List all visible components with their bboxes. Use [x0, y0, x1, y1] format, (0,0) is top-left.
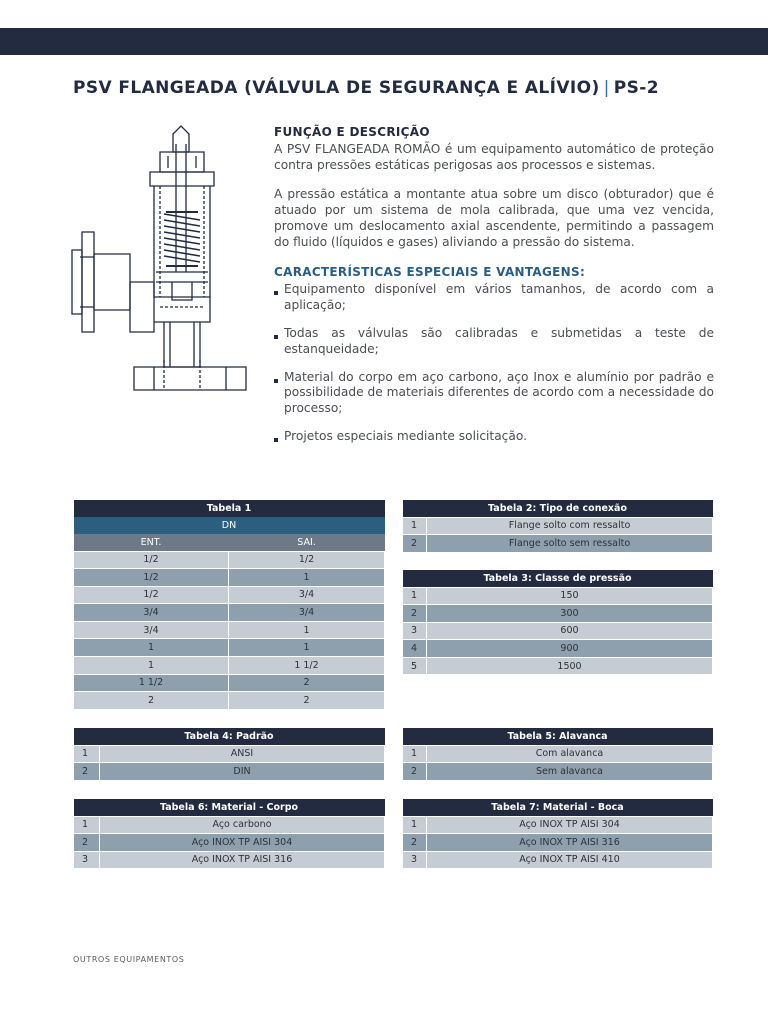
table-row: 3/4 1	[74, 621, 385, 639]
table-row: 2 Aço INOX TP AISI 304	[74, 834, 385, 852]
table-row: 2 300	[403, 605, 713, 623]
table-row: 2 Sem alavanca	[403, 763, 713, 781]
table-title: Tabela 3: Classe de pressão	[403, 570, 713, 587]
features-list	[274, 282, 714, 444]
feature-item: Material do corpo em aço carbono, aço Inox e alumínio por padrão e possibilidade de materiais diferentes de acordo com a necessidade do processo;	[274, 370, 714, 417]
table-5	[402, 728, 713, 781]
table-subtitle: DN	[74, 517, 385, 534]
table-6	[73, 799, 385, 869]
table-title: Tabela 2: Tipo de conexão	[403, 500, 713, 517]
table-row: 2 Flange solto sem ressalto	[403, 535, 713, 553]
feature-item: Todas as válvulas são calibradas e submetidas a teste de estanqueidade;	[274, 326, 714, 358]
description-block	[274, 125, 714, 457]
table-row: 2 Aço INOX TP AISI 316	[403, 834, 713, 852]
title-main: PSV FLANGEADA (VÁLVULA DE SEGURANÇA E ALÍVIO)	[73, 78, 600, 98]
table-row: 1/2 1	[74, 569, 385, 587]
table-row: 1 1	[74, 639, 385, 657]
table-3	[402, 570, 713, 675]
footer-label: OUTROS EQUIPAMENTOS	[73, 955, 185, 964]
table-row: 3 600	[403, 622, 713, 640]
table-row: 1 Com alavanca	[403, 745, 713, 763]
column-header: ENT.	[74, 534, 229, 551]
table-row: 1 1 1/2	[74, 657, 385, 675]
table-row: 1 1/2 2	[74, 674, 385, 692]
table-title: Tabela 4: Padrão	[74, 728, 385, 745]
table-title: Tabela 6: Material - Corpo	[74, 799, 385, 816]
header-band	[0, 28, 768, 55]
table-row: 1/2 3/4	[74, 586, 385, 604]
table-row: 1 Aço INOX TP AISI 304	[403, 816, 713, 834]
feature-item: Equipamento disponível em vários tamanhos, de acordo com a aplicação;	[274, 282, 714, 314]
table-row: 4 900	[403, 640, 713, 658]
table-row: 3 Aço INOX TP AISI 316	[74, 851, 385, 869]
table-row: 3/4 3/4	[74, 604, 385, 622]
table-row: 1 Aço carbono	[74, 816, 385, 834]
description-paragraph: A pressão estática a montante atua sobre um disco (obturador) que é atuado por um sistema de mola calibrada, que uma vez vencida, promove um deslocamento axial ascendente, permitindo a passagem do fluido (líquidos e gases) aliviando a pressão do sistema.	[274, 187, 714, 249]
feature-item: Projetos especiais mediante solicitação.	[274, 429, 714, 445]
features-heading: CARACTERÍSTICAS ESPECIAIS E VANTAGENS:	[274, 264, 586, 279]
table-row: 2 2	[74, 692, 385, 710]
bullet-icon	[274, 379, 278, 383]
table-4	[73, 728, 385, 781]
table-row: 5 1500	[403, 657, 713, 675]
valve-drawing	[60, 122, 260, 400]
table-1	[73, 500, 385, 710]
table-7	[402, 799, 713, 869]
table-2	[402, 500, 713, 553]
table-row: 1/2 1/2	[74, 551, 385, 569]
table-row: 2 DIN	[74, 763, 385, 781]
table-title: Tabela 1	[74, 500, 385, 517]
bullet-icon	[274, 291, 278, 295]
column-header: SAI.	[229, 534, 385, 551]
table-title: Tabela 7: Material - Boca	[403, 799, 713, 816]
title-separator: |	[603, 78, 610, 98]
function-heading: FUNÇÃO E DESCRIÇÃO	[274, 125, 430, 139]
table-row: 3 Aço INOX TP AISI 410	[403, 851, 713, 869]
table-row: 1 ANSI	[74, 745, 385, 763]
table-row: 1 150	[403, 587, 713, 605]
bullet-icon	[274, 335, 278, 339]
bullet-icon	[274, 438, 278, 442]
table-title: Tabela 5: Alavanca	[403, 728, 713, 745]
page-title	[73, 78, 713, 98]
description-paragraph: A PSV FLANGEADA ROMÃO é um equipamento automático de proteção contra pressões estáticas perigosas aos processos e sistemas.	[274, 141, 714, 172]
title-code: PS-2	[613, 78, 659, 98]
table-row: 1 Flange solto com ressalto	[403, 517, 713, 535]
